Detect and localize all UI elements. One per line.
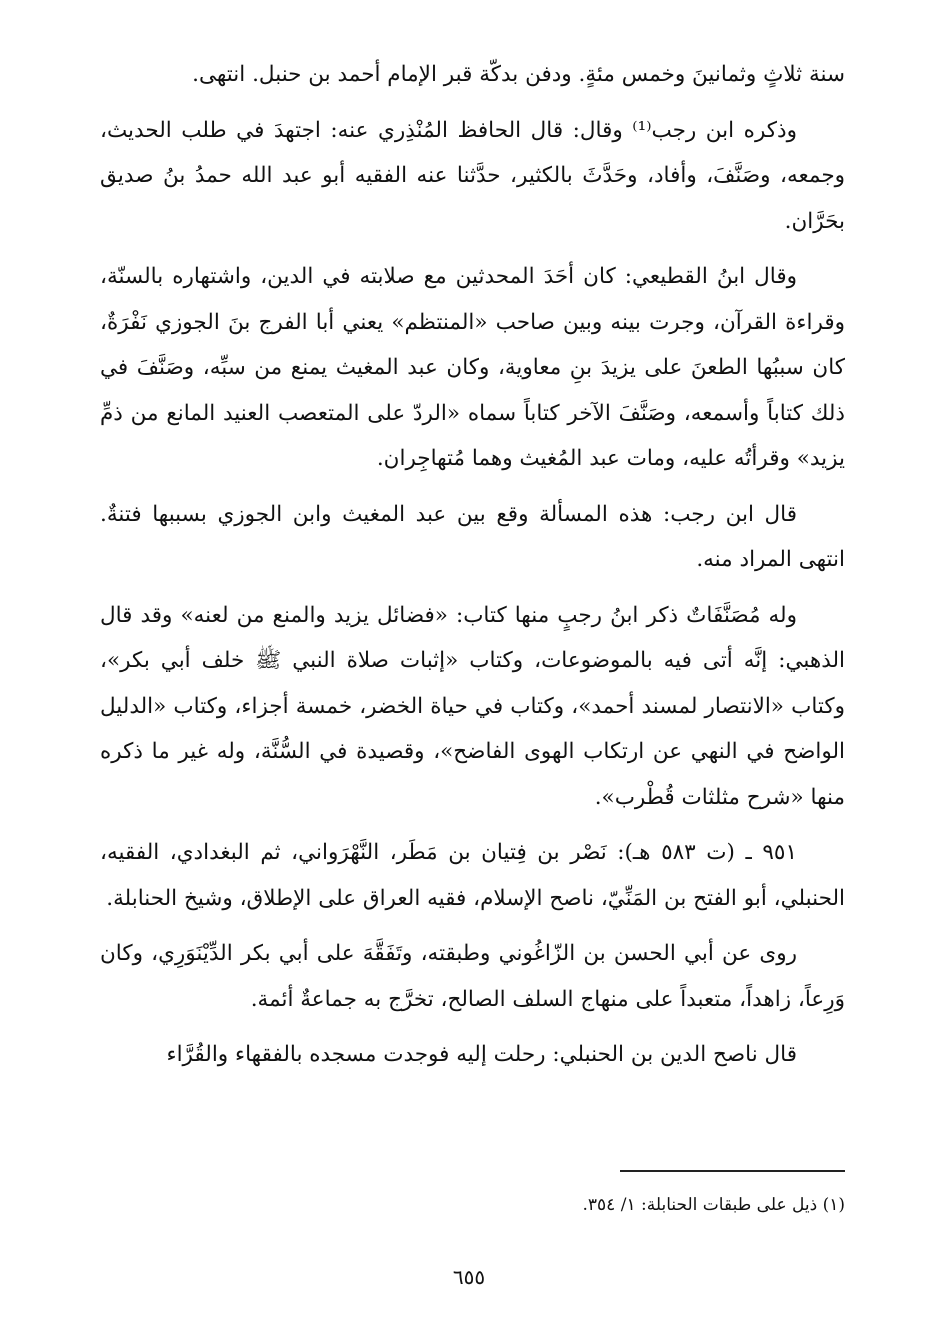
paragraph-ibn-rajab-quote: قال ابن رجب: هذه المسألة وقع بين عبد المغيث وابن الجوزي بسببها فتنةٌ. انتهى المراد منه. bbox=[100, 501, 845, 572]
paragraph-narration: روى عن أبي الحسن بن الزّاغُوني وطبقته، وتَفَقَّهَ على أبي بكر الدِّيْنَوَرِي، وكان وَرِعاً، زاهداً، متعبداً على منهاج السلف الصالح، تخرَّج به جماعةٌ أئمة. bbox=[100, 941, 845, 1012]
paragraph-ibn-al-qatii: وقال ابنُ القطيعي: كان أحَدَ المحدثين مع صلابته في الدين، واشتهاره بالسنّة، وقراءة القرآن، وجرت بينه وبين صاحب «المنتظم» يعني أبا الفرج بنَ الجوزي نَفْرَةٌ، كان سببُها الطعنَ على يزيدَ بنِ معاوية، وكان عبد المغيث يمنع من سبِّه، وصَنَّفَ في ذلك كتاباً وأسمعه، وصَنَّفَ الآخر كتاباً سماه «الردّ على المتعصب العنيد المانع من ذمِّ يزيد» وقرأتُه عليه، ومات عبد المُغيث وهما مُتهاجِران. bbox=[100, 264, 845, 471]
paragraph-entry-951: ٩٥١ ـ (ت ٥٨٣ هـ): نَصْر بن فِتيان بن مَطَر، النَّهْرَواني، ثم البغدادي، الفقيه، الحنبلي، أبو الفتح بن المَنِّيّ، ناصح الإسلام، فقيه العراق على الإطلاق، وشيخ الحنابلة. bbox=[100, 840, 845, 911]
paragraph-nasih-al-din: قال ناصح الدين بن الحنبلي: رحلت إليه فوجدت مسجده بالفقهاء والقُرَّاء bbox=[166, 1042, 797, 1067]
main-text bbox=[100, 52, 845, 1088]
paragraph-works: وله مُصَنَّفَاتٌ ذكر ابنُ رجبٍ منها كتاب: «فضائل يزيد والمنع من لعنه» وقد قال الذهبي: إنَّه أتى فيه بالموضوعات، وكتاب «إثبات صلاة النبي ﷺ خلف أبي بكر»، وكتاب «الانتصار لمسند أحمد»، وكتاب في حياة الخضر، خمسة أجزاء، وكتاب «الدليل الواضح في النهي عن ارتكاب الهوى الفاضح»، وقصيدة في السُّنَّة، وله غير ما ذكره منها «شرح مثلثات قُطْرب». bbox=[100, 602, 845, 810]
paragraph-ibn-rajab-mention: وذكره ابن رجب⁽¹⁾ وقال: قال الحافظ المُنْذِري عنه: اجتهدَ في طلب الحديث، وجمعه، وصَنَّفَ، وأفاد، وحَدَّثَ بالكثير، حدَّثنا عنه الفقيه أبو عبد الله حمدُ بنُ صديق بحَرَّان. bbox=[100, 117, 845, 234]
page-number: ٦٥٥ bbox=[452, 1265, 486, 1289]
footnote: (١) ذيل على طبقات الحنابلة: ١/ ٣٥٤. bbox=[582, 1195, 845, 1215]
footnote-divider bbox=[620, 1170, 845, 1172]
paragraph-continuation: سنة ثلاثٍ وثمانينَ وخمس مئةٍ. ودفن بدكّة قبر الإمام أحمد بن حنبل. انتهى. bbox=[192, 62, 845, 87]
